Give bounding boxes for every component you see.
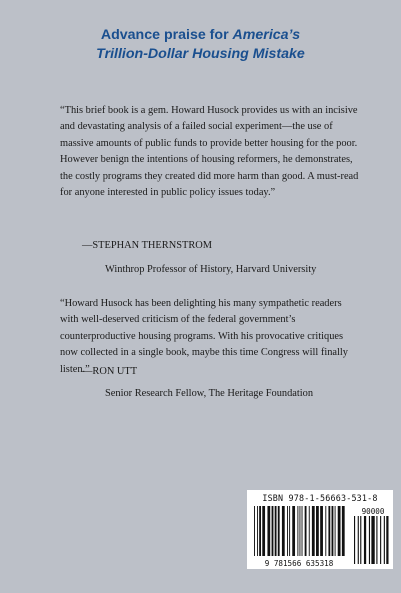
barcode-bar bbox=[384, 516, 385, 564]
barcode-bar bbox=[364, 516, 366, 564]
main-barcode-bars bbox=[254, 506, 345, 556]
blurb-quote-2: “Howard Husock has been delighting his many sympathetic readers with well-deserved criticism of the federal government’s counterproductive housing programs. With his provocative critiques now collected in a single book, maybe this time Congress will finally listen.” bbox=[60, 298, 349, 375]
barcode-bar bbox=[299, 506, 300, 556]
barcode-bar bbox=[342, 506, 345, 556]
heading-book-title-part-2: Trillion-Dollar Housing Mistake bbox=[96, 46, 305, 62]
barcode-bar bbox=[272, 506, 274, 556]
barcode-bar bbox=[275, 506, 277, 556]
barcode-bar bbox=[325, 506, 326, 556]
barcode-bar bbox=[309, 506, 310, 556]
barcode-main-digits: 9 781566 635318 bbox=[264, 559, 334, 568]
blurb-author-1: —STEPHAN THERNSTROM bbox=[82, 240, 212, 251]
isbn-barcode bbox=[247, 490, 393, 569]
barcode-bar bbox=[320, 506, 323, 556]
barcode-bar bbox=[371, 516, 374, 564]
barcode-bar bbox=[316, 506, 319, 556]
heading-line-1 bbox=[0, 26, 401, 45]
blurb-author-title-2: Senior Research Fellow, The Heritage Foundation bbox=[105, 388, 314, 399]
barcode-bar bbox=[305, 506, 307, 556]
barcode-bar bbox=[282, 506, 285, 556]
barcode-bar bbox=[354, 516, 355, 564]
barcode-bar bbox=[297, 506, 298, 556]
barcode-bar bbox=[369, 516, 370, 564]
barcode-bar bbox=[267, 506, 270, 556]
barcode-bar bbox=[312, 506, 315, 556]
barcode-bar bbox=[332, 506, 334, 556]
barcode-bar bbox=[335, 506, 336, 556]
barcode-bar bbox=[376, 516, 377, 564]
barcode-bar bbox=[328, 506, 330, 556]
barcode-graphic bbox=[247, 506, 393, 569]
cover-heading bbox=[0, 26, 401, 64]
heading-prefix: Advance praise for bbox=[100, 27, 233, 43]
barcode-bar bbox=[257, 506, 258, 556]
heading-book-title-part-1: America’s bbox=[232, 27, 301, 43]
isbn-label: ISBN 978-1-56663-531-8 bbox=[262, 493, 378, 503]
barcode-bar bbox=[289, 506, 290, 556]
barcode-bar bbox=[254, 506, 255, 556]
barcode-bar bbox=[358, 516, 359, 564]
barcode-bar bbox=[338, 506, 341, 556]
blurb-author-title-1: Winthrop Professor of History, Harvard University bbox=[105, 264, 317, 275]
barcode-bar bbox=[287, 506, 288, 556]
blurb-quote-1: “This brief book is a gem. Howard Husock provides us with an incisive and devastating analysis of a failed social experiment—the use of massive amounts of public funds to provide better housing for the poor. However benign the intentions of housing reformers, he demonstrates, the costly programs they created did more harm than good. A must-read for anyone interested in public policy issues today.” bbox=[60, 105, 359, 199]
barcode-bar bbox=[278, 506, 280, 556]
barcode-bar bbox=[292, 506, 295, 556]
barcode-addon-digits: 90000 bbox=[361, 507, 385, 516]
barcode-bar bbox=[262, 506, 265, 556]
barcode-bar bbox=[360, 516, 361, 564]
addon-barcode-bars bbox=[354, 516, 389, 564]
blurb-author-2: —RON UTT bbox=[82, 366, 138, 377]
barcode-bar bbox=[380, 516, 381, 564]
barcode-bar bbox=[386, 516, 388, 564]
barcode-bar bbox=[302, 506, 303, 556]
barcode-bar bbox=[259, 506, 261, 556]
